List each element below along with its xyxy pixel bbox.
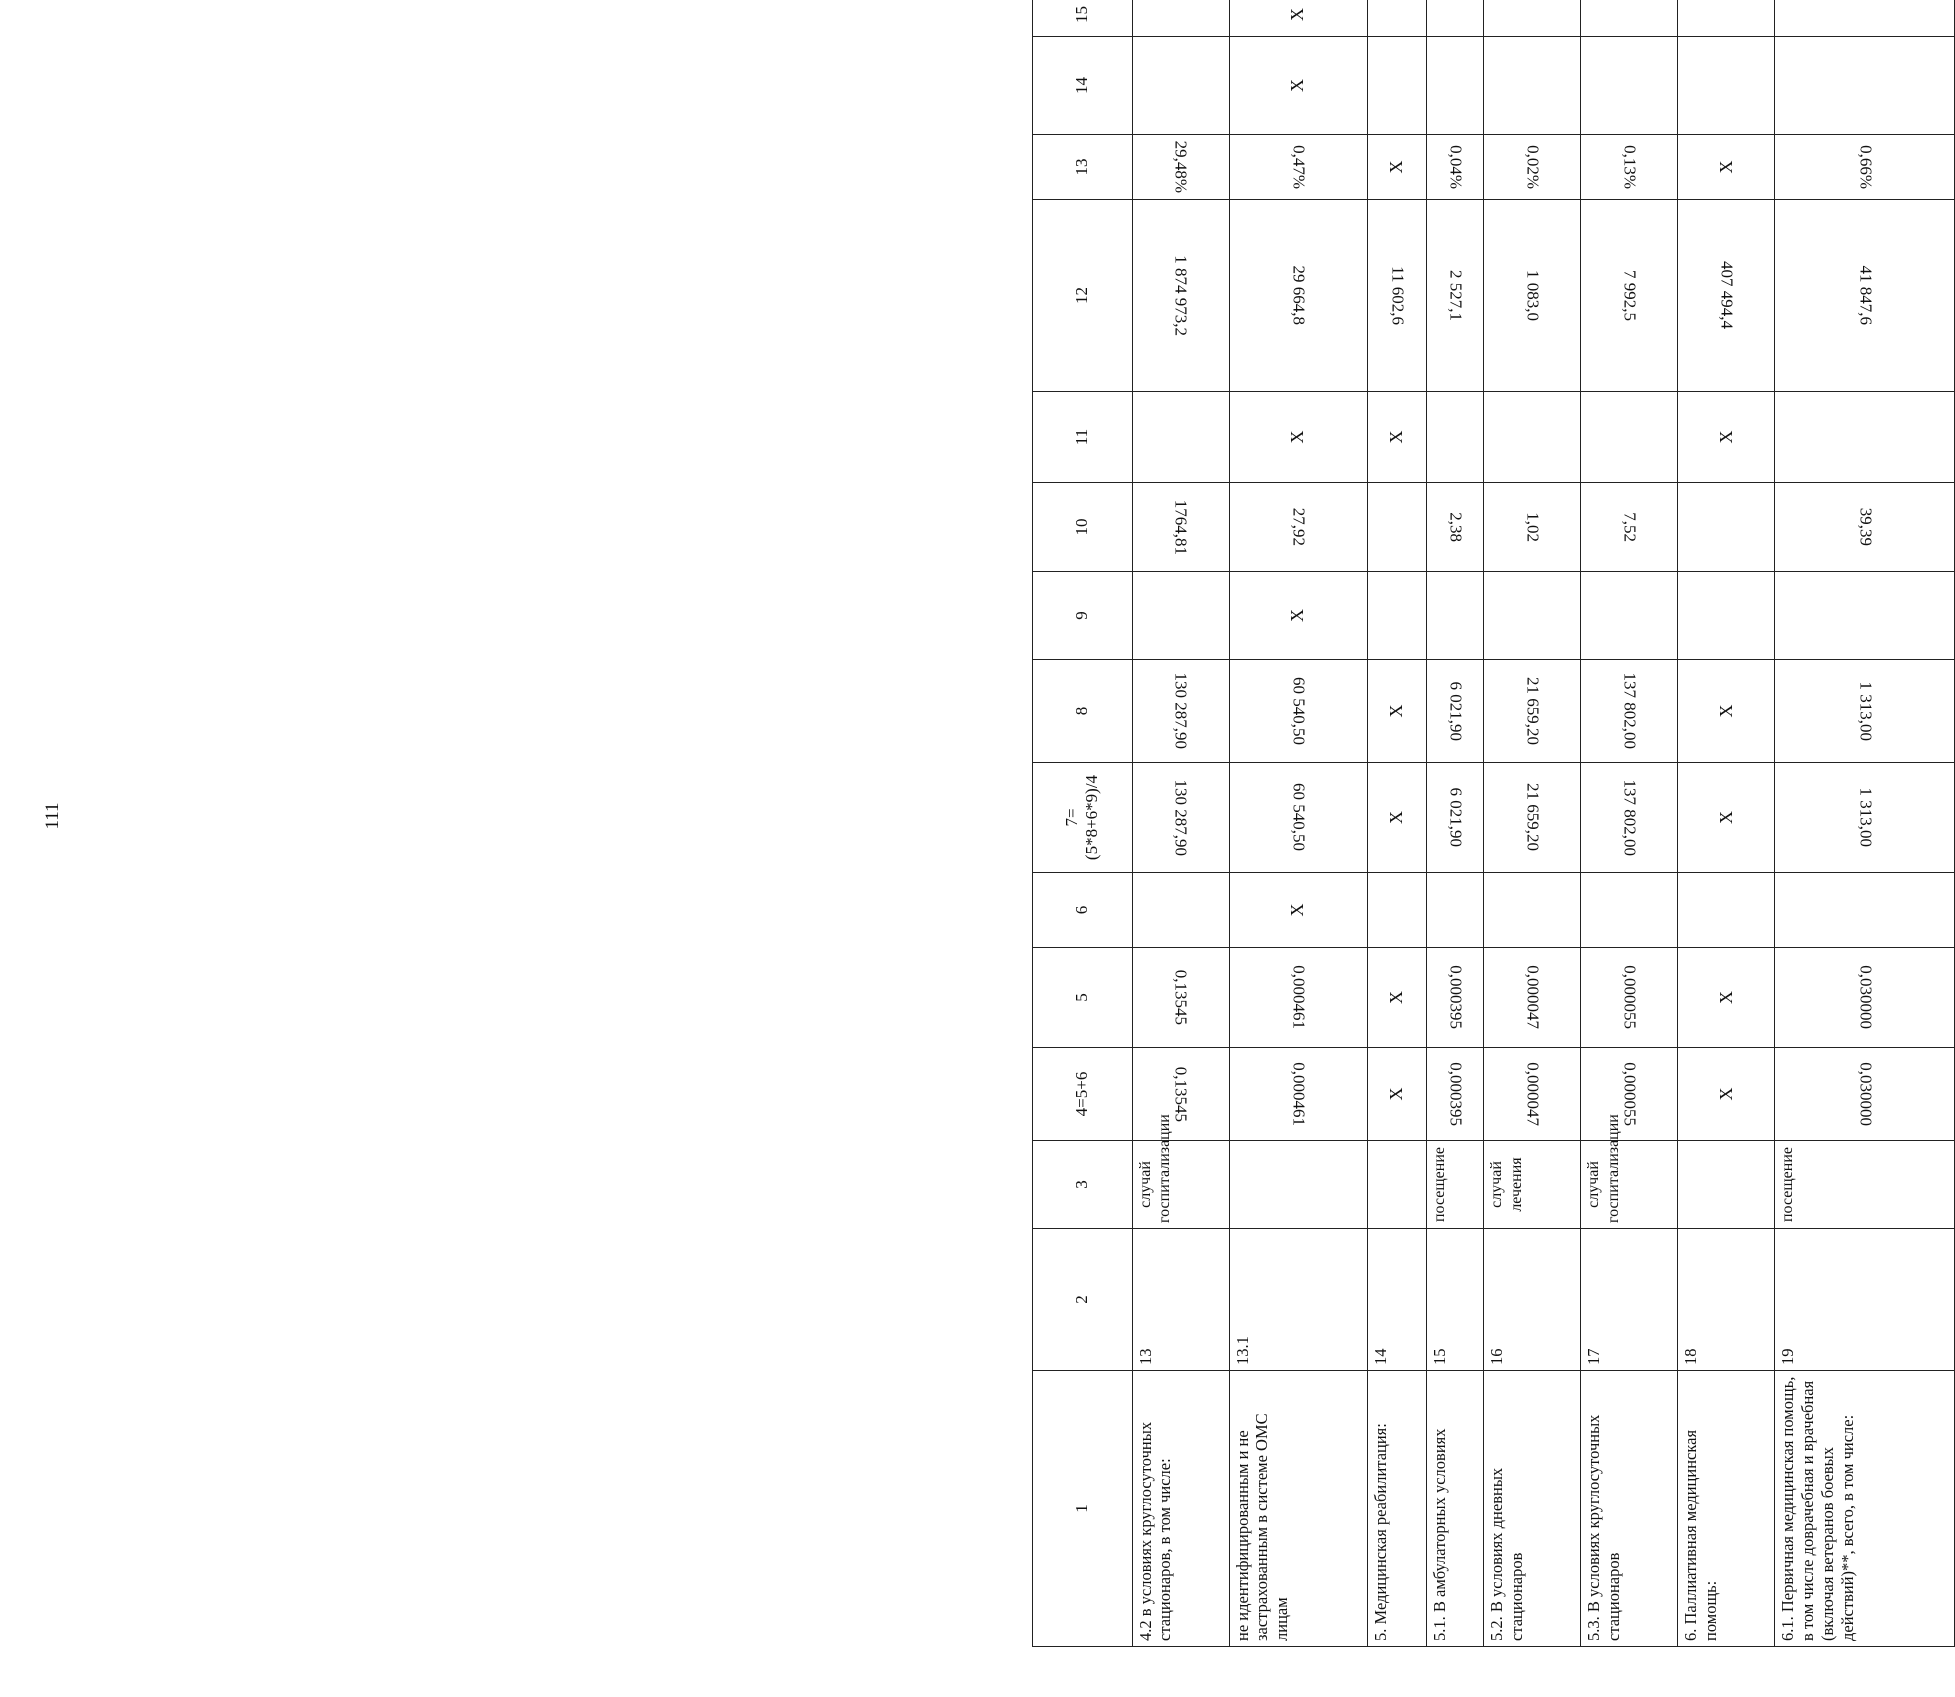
column-number-11: 11 — [1033, 392, 1133, 483]
table-cell-col-6 — [1581, 873, 1678, 948]
table-cell-col-15 — [1132, 0, 1229, 37]
table-cell-col-9: X — [1229, 572, 1367, 660]
table-cell-col-7 — [1581, 763, 1678, 873]
table-cell-col-12 — [1484, 200, 1581, 392]
cell-value: 0,030000 — [1855, 965, 1875, 1030]
table-cell-col-14 — [1678, 37, 1775, 135]
table-cell-col-8 — [1229, 660, 1367, 763]
cell-value: 0,66% — [1855, 145, 1875, 189]
table-cell-col-4 — [1132, 1048, 1229, 1141]
table-cell-col-13: X — [1367, 135, 1427, 200]
cell-value: 0,47% — [1289, 145, 1309, 189]
row-unit: случай госпитализации — [1581, 1141, 1678, 1229]
table-cell-col-13 — [1484, 135, 1581, 200]
row-unit — [1229, 1141, 1367, 1229]
column-number-row — [1033, 0, 1133, 1647]
table-cell-col-15 — [1678, 0, 1775, 37]
table-cell-col-9 — [1132, 572, 1229, 660]
cell-value: 130 287,90 — [1171, 779, 1191, 856]
column-number-14: 14 — [1033, 37, 1133, 135]
table-cell-col-4: X — [1367, 1048, 1427, 1141]
column-number-9: 9 — [1033, 572, 1133, 660]
row-unit: случай госпитализации — [1132, 1141, 1229, 1229]
table-row — [1775, 0, 1955, 1647]
table-cell-col-5: X — [1678, 948, 1775, 1048]
table-cell-col-13: X — [1678, 135, 1775, 200]
table-cell-col-8 — [1427, 660, 1484, 763]
table-cell-col-12 — [1367, 200, 1427, 392]
table-cell-col-5 — [1132, 948, 1229, 1048]
row-label: 5.3. В условиях круглосуточных стационаров — [1581, 1371, 1678, 1647]
table-cell-col-6 — [1427, 873, 1484, 948]
cell-value: 1,02 — [1523, 512, 1543, 542]
table-cell-col-7: X — [1367, 763, 1427, 873]
table-cell-col-11 — [1775, 392, 1955, 483]
table-cell-col-12 — [1678, 200, 1775, 392]
table-cell-col-12 — [1581, 200, 1678, 392]
table-cell-col-13 — [1229, 135, 1367, 200]
table-cell-col-13 — [1581, 135, 1678, 200]
column-number-12: 12 — [1033, 200, 1133, 392]
cell-value: 0,13545 — [1171, 969, 1191, 1026]
table-row — [1229, 0, 1367, 1647]
row-unit: посещение — [1427, 1141, 1484, 1229]
cell-value: 0,000047 — [1523, 965, 1543, 1030]
cell-value: 29 664,8 — [1289, 265, 1309, 326]
row-code: 19 — [1775, 1229, 1955, 1371]
table-cell-col-10 — [1367, 483, 1427, 572]
column-number-10: 10 — [1033, 483, 1133, 572]
cell-value: 7 992,5 — [1620, 270, 1640, 321]
table-cell-col-6 — [1484, 873, 1581, 948]
table-cell-col-5 — [1484, 948, 1581, 1048]
table-cell-col-5 — [1229, 948, 1367, 1048]
table-cell-col-5: X — [1367, 948, 1427, 1048]
table-cell-col-9 — [1581, 572, 1678, 660]
table-cell-col-9 — [1678, 572, 1775, 660]
table-row — [1132, 0, 1229, 1647]
table-cell-col-7 — [1229, 763, 1367, 873]
table-cell-col-12 — [1229, 200, 1367, 392]
table-cell-col-6 — [1132, 873, 1229, 948]
column-number-13: 13 — [1033, 135, 1133, 200]
page-number: 111 — [42, 802, 63, 830]
row-code: 17 — [1581, 1229, 1678, 1371]
row-code: 13 — [1132, 1229, 1229, 1371]
table-cell-col-9 — [1484, 572, 1581, 660]
row-unit — [1367, 1141, 1427, 1229]
table-cell-col-15 — [1581, 0, 1678, 37]
cell-value: 60 540,50 — [1289, 783, 1309, 852]
cell-value: 21 659,20 — [1523, 677, 1543, 745]
table-cell-col-15 — [1484, 0, 1581, 37]
cell-value: 0,13% — [1620, 145, 1640, 189]
cell-value: 0,030000 — [1855, 1062, 1875, 1126]
table-cell-col-4 — [1581, 1048, 1678, 1141]
table-cell-col-12 — [1132, 200, 1229, 392]
cell-value: 1 083,0 — [1523, 270, 1543, 321]
table-cell-col-4 — [1484, 1048, 1581, 1141]
cell-value: 0,000055 — [1620, 1062, 1640, 1126]
row-label: 5.1. В амбулаторных условиях — [1427, 1371, 1484, 1647]
table-cell-col-14 — [1427, 37, 1484, 135]
cell-value: 0,000047 — [1523, 1062, 1543, 1126]
cell-value: 0,13545 — [1171, 1066, 1191, 1122]
table-row — [1367, 0, 1427, 1647]
table-cell-col-8 — [1132, 660, 1229, 763]
table-row — [1678, 0, 1775, 1647]
table-cell-col-12 — [1775, 200, 1955, 392]
cell-value: 27,92 — [1289, 507, 1309, 547]
cell-value: 2 527,1 — [1446, 270, 1466, 321]
cell-value: 0,000395 — [1446, 965, 1466, 1030]
row-label: не идентифицированным и не застрахованным в системе ОМС лицам — [1229, 1371, 1367, 1647]
table-cell-col-14 — [1775, 37, 1955, 135]
table-cell-col-11 — [1132, 392, 1229, 483]
row-label: 5. Медицинская реабилитация: — [1367, 1371, 1427, 1647]
table-cell-col-10 — [1132, 483, 1229, 572]
table-cell-col-6 — [1775, 873, 1955, 948]
table-cell-col-11 — [1581, 392, 1678, 483]
column-number-3: 3 — [1033, 1141, 1133, 1229]
cell-value: 1 874 973,2 — [1171, 255, 1191, 336]
row-label: 6.1. Первичная медицинская помощь, в том числе доврачебная и врачебная (включая ветеранов боевых действий)**, всего, в том числе: — [1775, 1371, 1955, 1647]
cell-value: 11 602,6 — [1388, 266, 1408, 325]
table-cell-col-11: X — [1229, 392, 1367, 483]
column-number-15: 15 — [1033, 0, 1133, 37]
table-cell-col-8 — [1775, 660, 1955, 763]
table-cell-col-9 — [1775, 572, 1955, 660]
financing-table — [1032, 0, 1955, 1647]
table-cell-col-7 — [1484, 763, 1581, 873]
table-cell-col-14 — [1484, 37, 1581, 135]
table-cell-col-15 — [1367, 0, 1427, 37]
cell-value: 0,04% — [1446, 145, 1466, 189]
cell-value: 7,52 — [1620, 512, 1640, 542]
table-cell-col-5 — [1581, 948, 1678, 1048]
row-unit: посещение — [1775, 1141, 1955, 1229]
table-cell-col-7 — [1427, 763, 1484, 873]
row-label: 5.2. В условиях дневных стационаров — [1484, 1371, 1581, 1647]
table-cell-col-4 — [1229, 1048, 1367, 1141]
cell-value: 137 802,00 — [1620, 672, 1640, 750]
table-row — [1427, 0, 1484, 1647]
table-cell-col-15: X — [1229, 0, 1367, 37]
row-code: 14 — [1367, 1229, 1427, 1371]
table-cell-col-15 — [1427, 0, 1484, 37]
column-number-4: 4=5+6 — [1033, 1048, 1133, 1141]
table-cell-col-10 — [1678, 483, 1775, 572]
row-code: 13.1 — [1229, 1229, 1367, 1371]
table-cell-col-8 — [1484, 660, 1581, 763]
table-cell-col-4 — [1427, 1048, 1484, 1141]
table-cell-col-14 — [1581, 37, 1678, 135]
cell-value: 0,02% — [1523, 145, 1543, 189]
table-cell-col-5 — [1427, 948, 1484, 1048]
cell-value: 60 540,50 — [1289, 677, 1309, 745]
table-cell-col-12 — [1427, 200, 1484, 392]
table-cell-col-7 — [1775, 763, 1955, 873]
cell-value: 6 021,90 — [1446, 787, 1466, 848]
cell-value: 130 287,90 — [1171, 672, 1191, 750]
cell-value: 2,38 — [1446, 512, 1466, 542]
table-cell-col-8: X — [1367, 660, 1427, 763]
row-code: 18 — [1678, 1229, 1775, 1371]
table-cell-col-14 — [1132, 37, 1229, 135]
row-unit — [1678, 1141, 1775, 1229]
column-number-5: 5 — [1033, 948, 1133, 1048]
cell-value: 39,39 — [1855, 507, 1875, 547]
table-cell-col-8 — [1581, 660, 1678, 763]
table-cell-col-10 — [1229, 483, 1367, 572]
table-cell-col-4: X — [1678, 1048, 1775, 1141]
column-number-1: 1 — [1033, 1371, 1133, 1647]
cell-value: 21 659,20 — [1523, 783, 1543, 852]
table-cell-col-14: X — [1229, 37, 1367, 135]
table-cell-col-7 — [1132, 763, 1229, 873]
table-cell-col-7: X — [1678, 763, 1775, 873]
column-number-6: 6 — [1033, 873, 1133, 948]
table-cell-col-14 — [1367, 37, 1427, 135]
table-cell-col-11: X — [1367, 392, 1427, 483]
cell-value: 0,000395 — [1446, 1062, 1466, 1126]
table-cell-col-4 — [1775, 1048, 1955, 1141]
table-cell-col-10 — [1484, 483, 1581, 572]
cell-value: 0,000461 — [1289, 965, 1309, 1030]
table-row — [1581, 0, 1678, 1647]
table-cell-col-10 — [1581, 483, 1678, 572]
table-cell-col-10 — [1775, 483, 1955, 572]
table-cell-col-9 — [1367, 572, 1427, 660]
column-number-2: 2 — [1033, 1229, 1133, 1371]
cell-value: 137 802,00 — [1620, 779, 1640, 856]
row-code: 16 — [1484, 1229, 1581, 1371]
row-label: 6. Паллиативная медицинская помощь: — [1678, 1371, 1775, 1647]
table-cell-col-11: X — [1678, 392, 1775, 483]
table-cell-col-6 — [1678, 873, 1775, 948]
table-cell-col-11 — [1484, 392, 1581, 483]
cell-value: 1 313,00 — [1855, 681, 1875, 741]
cell-value: 41 847,6 — [1855, 265, 1875, 326]
table-cell-col-6 — [1367, 873, 1427, 948]
table-cell-col-13 — [1775, 135, 1955, 200]
table-cell-col-10 — [1427, 483, 1484, 572]
cell-value: 6 021,90 — [1446, 681, 1466, 741]
table-cell-col-15 — [1775, 0, 1955, 37]
table-cell-col-13 — [1427, 135, 1484, 200]
table-cell-col-11 — [1427, 392, 1484, 483]
cell-value: 29,48% — [1171, 140, 1191, 194]
column-number-7: 7= (5*8+6*9)/4 — [1033, 763, 1133, 873]
cell-value: 1764,81 — [1171, 499, 1191, 555]
column-number-8: 8 — [1033, 660, 1133, 763]
table-cell-col-13 — [1132, 135, 1229, 200]
cell-value: 0,000461 — [1289, 1062, 1309, 1126]
table-cell-col-9 — [1427, 572, 1484, 660]
table-cell-col-6: X — [1229, 873, 1367, 948]
cell-value: 0,000055 — [1620, 965, 1640, 1030]
row-label: 4.2 в условиях круглосуточных стационаров, в том числе: — [1132, 1371, 1229, 1647]
row-unit: случай лечения — [1484, 1141, 1581, 1229]
table-cell-col-8: X — [1678, 660, 1775, 763]
cell-value: 407 494,4 — [1717, 261, 1737, 330]
row-code: 15 — [1427, 1229, 1484, 1371]
rotated-table-wrapper — [1032, 6, 1955, 1647]
cell-value: 1 313,00 — [1855, 787, 1875, 848]
table-row — [1484, 0, 1581, 1647]
table-cell-col-5 — [1775, 948, 1955, 1048]
